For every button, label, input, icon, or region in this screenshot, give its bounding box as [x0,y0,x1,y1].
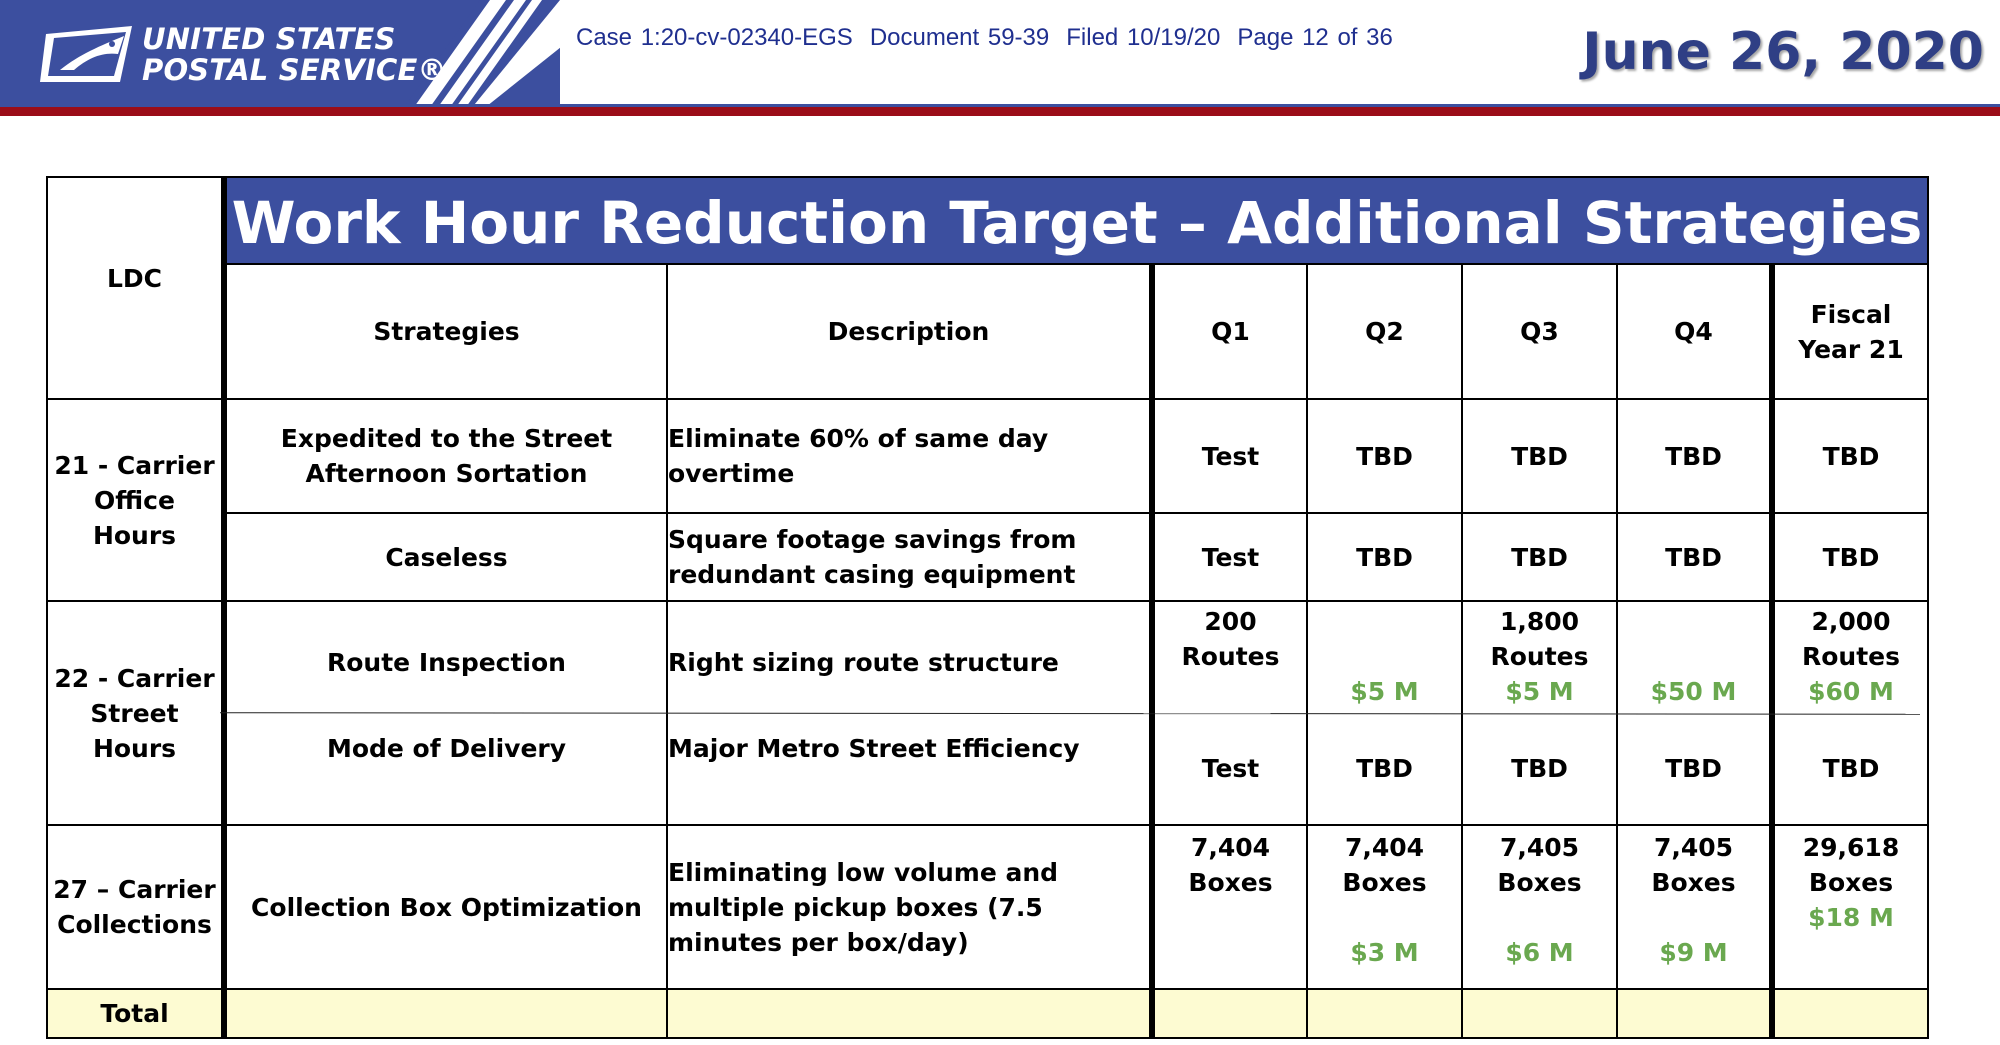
document-number: Document 59-39 [869,24,1050,51]
description-route-inspection: Right sizing route structure [668,648,1059,677]
q2-mode-of-delivery: TBD [1356,754,1413,783]
total-row [47,989,1928,1038]
header-q2: Q2 [1307,264,1462,399]
q3-cell: TBD [1462,399,1617,513]
total-q4-cell [1617,989,1772,1038]
description-cell: Eliminate 60% of same day overtime [667,399,1152,513]
ldc-cell: 22 - Carrier Street Hours [47,601,224,825]
total-description-cell [667,989,1152,1038]
q2-route-inspection-savings: $5 M [1350,677,1419,706]
header-red-rule [0,107,2000,116]
fy-route-inspection-savings: $60 M [1808,677,1894,706]
q2-cell [1307,825,1462,989]
q1-mode-of-delivery: Test [1201,754,1260,783]
total-strategy-cell [224,989,667,1038]
q3-savings: $6 M [1505,938,1574,967]
q4-mode-of-delivery: TBD [1665,754,1722,783]
filed-date: Filed 10/19/20 [1066,24,1221,51]
header-fiscal-year: Fiscal Year 21 [1772,264,1928,399]
q3-route-inspection: 1,800 Routes [1490,607,1589,671]
q4-boxes: 7,405 Boxes [1651,833,1736,897]
q3-cell [1462,825,1617,989]
header-q4: Q4 [1617,264,1772,399]
q3-boxes: 7,405 Boxes [1497,833,1582,897]
usps-wordmark [142,24,447,86]
header-q1: Q1 [1152,264,1307,399]
q4-savings: $9 M [1659,938,1728,967]
q1-cell: Test [1152,399,1307,513]
eagle-icon [40,24,140,88]
q4-route-inspection-savings: $50 M [1650,677,1737,706]
header-ldc: LDC [47,177,224,399]
fy-cell [1772,825,1928,989]
strategy-cell: Collection Box Optimization [224,825,667,989]
strategy-cell: Expedited to the Street Afternoon Sortation [224,399,667,513]
q4-cell: TBD [1617,513,1772,601]
table-row [47,513,1928,601]
header-description: Description [667,264,1152,399]
table-row [47,825,1928,989]
ldc-cell: 21 - Carrier Office Hours [47,399,224,601]
ldc-cell: 27 – Carrier Collections [47,825,224,989]
description-cell: Eliminating low volume and multiple pickup boxes (7.5 minutes per box/day) [667,825,1152,989]
fy-savings: $18 M [1808,903,1894,932]
strategy-cell: Caseless [224,513,667,601]
description-cell: Square footage savings from redundant casing equipment [667,513,1152,601]
total-label: Total [47,989,224,1038]
q2-boxes: 7,404 Boxes [1342,833,1427,897]
strategy-route-inspection: Route Inspection [327,648,566,677]
slide-date: June 26, 2020 [1582,22,1984,82]
total-q3-cell [1462,989,1617,1038]
page-number: Page 12 of 36 [1237,24,1393,51]
header-q3: Q3 [1462,264,1617,399]
document-header [0,0,2000,112]
q2-cell: TBD [1307,399,1462,513]
description-mode-of-delivery: Major Metro Street Efficiency [668,734,1080,763]
q3-cell: TBD [1462,513,1617,601]
fy-route-inspection: 2,000 Routes [1801,607,1900,671]
court-filing-stamp [576,24,1410,52]
q4-cell: TBD [1617,399,1772,513]
fy-mode-of-delivery: TBD [1822,754,1880,783]
strategy-mode-of-delivery: Mode of Delivery [326,734,567,763]
q3-mode-of-delivery: TBD [1511,754,1568,783]
q2-savings: $3 M [1350,938,1419,967]
work-hour-reduction-table [46,176,1929,1039]
q1-boxes: 7,404 Boxes [1188,833,1273,897]
q1-cell: Test [1152,513,1307,601]
table-title: Work Hour Reduction Target – Additional Strategies [224,177,1928,264]
fy-cell: TBD [1772,399,1928,513]
case-number: Case 1:20-cv-02340-EGS [576,24,853,51]
total-fy-cell [1772,989,1928,1038]
q1-route-inspection: 200 Routes [1181,607,1280,671]
q4-cell [1617,825,1772,989]
logo-line-2: POSTAL SERVICE® [142,53,447,87]
q2-cell: TBD [1307,513,1462,601]
fy-cell: TBD [1772,513,1928,601]
table-row [47,399,1928,513]
total-q1-cell [1152,989,1307,1038]
q3-route-inspection-savings: $5 M [1505,677,1574,706]
q1-cell [1152,825,1307,989]
total-q2-cell [1307,989,1462,1038]
fy-boxes: 29,618 Boxes [1802,833,1900,897]
header-strategies: Strategies [224,264,667,399]
logo-line-1: UNITED STATES [142,22,396,56]
